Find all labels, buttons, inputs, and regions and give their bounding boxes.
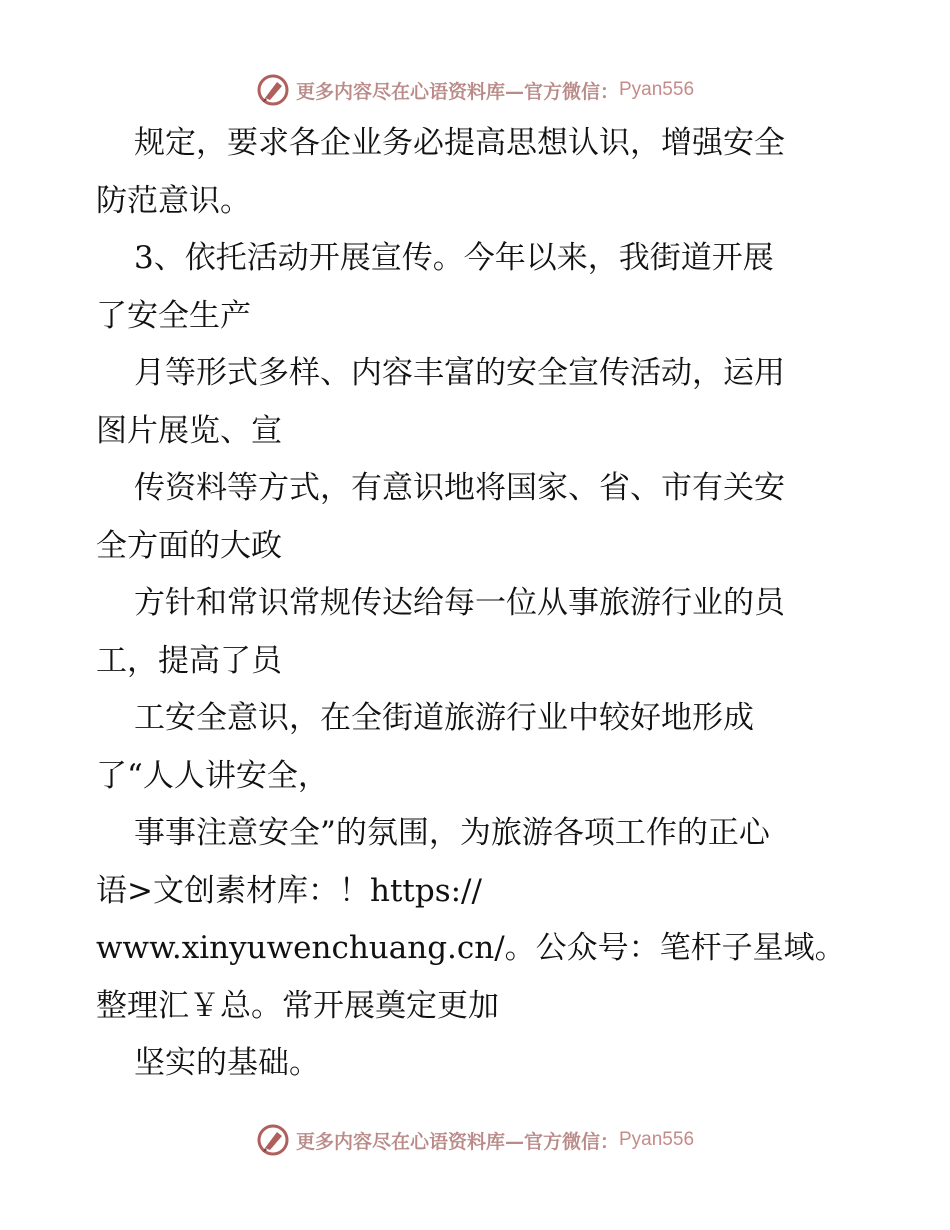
text-line: 月等形式多样、内容丰富的安全宣传活动，运用 [134,355,785,391]
text-line: 方针和常识常规传达给每一位从事旅游行业的员 [134,585,785,621]
text-line: 事事注意安全”的氛围，为旅游各项工作的正心 [134,815,770,851]
text-line: 防范意识。 [96,182,251,219]
text-line: 了安全生产 [96,297,251,334]
text-line: 整理汇￥总。常开展奠定更加 [96,987,499,1024]
document-body [96,115,866,1093]
text-line: 3、依托活动开展宣传。今年以来，我街道开展 [134,240,774,276]
pen-logo-icon [256,73,290,107]
text-line: 坚实的基础。 [134,1045,320,1081]
footer-watermark [0,1120,950,1160]
pen-logo-icon [256,1123,290,1157]
text-line: 图片展览、宣 [96,412,282,449]
text-line: 语>文创素材库：！https:// [96,872,482,909]
text-line: 工，提高了员 [96,642,282,679]
footer-watermark-text: 更多内容尽在心语资料库—官方微信： [295,1130,619,1153]
text-line: 传资料等方式，有意识地将国家、省、市有关安 [134,470,785,506]
text-line: 全方面的大政 [96,527,282,564]
header-watermark-text: 更多内容尽在心语资料库—官方微信： [295,80,619,103]
header-wechat-id: Pyan556 [619,79,695,100]
text-line: www.xinyuwenchuang.cn/。公众号：笔杆子星域。 [96,930,846,966]
text-line: 工安全意识，在全街道旅游行业中较好地形成 [134,700,754,736]
header-watermark [0,70,950,110]
text-line: 规定，要求各企业务必提高思想认识，增强安全 [134,125,785,161]
footer-wechat-id: Pyan556 [619,1129,695,1150]
text-line: 了“人人讲安全， [96,757,329,794]
